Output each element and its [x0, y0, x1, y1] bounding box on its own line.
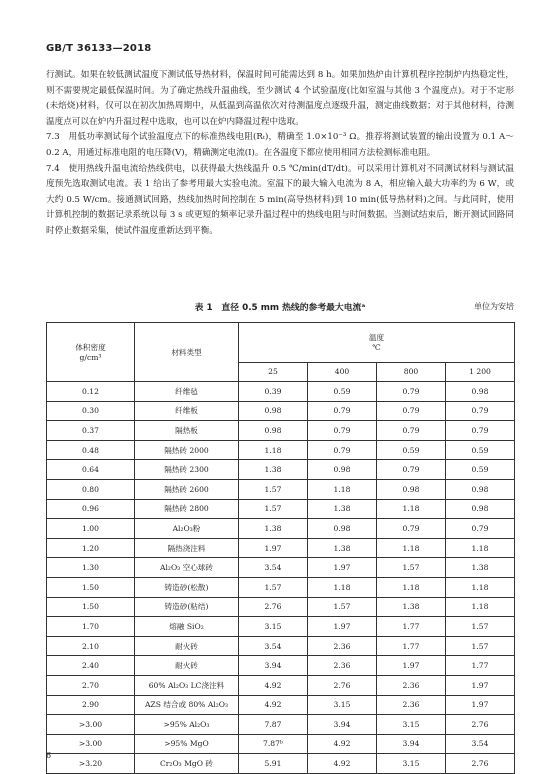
cell-density: 2.70	[47, 675, 135, 695]
cell-material: Cr₂O₃ MgO 砖	[135, 754, 239, 774]
cell-t800: 0.79	[377, 519, 446, 539]
cell-t25: 0.98	[239, 421, 308, 441]
cell-material: 纤维板	[135, 401, 239, 421]
table-row	[47, 519, 515, 539]
cell-t800: 0.79	[377, 460, 446, 480]
cell-t25: 1.57	[239, 577, 308, 597]
cell-t25: 1.38	[239, 519, 308, 539]
cell-material: AZS 结合或 80% Al₂O₃	[135, 695, 239, 715]
header-temperature-label: 温度	[368, 333, 385, 343]
cell-t800: 1.57	[377, 558, 446, 578]
table-caption-area	[46, 300, 514, 314]
cell-t800: 2.36	[377, 675, 446, 695]
cell-t25: 3.54	[239, 558, 308, 578]
cell-t800: 1.38	[377, 597, 446, 617]
table-row	[47, 401, 515, 421]
cell-t800: 0.79	[377, 401, 446, 421]
table-row	[47, 538, 515, 558]
table-row	[47, 597, 515, 617]
cell-t400: 0.98	[308, 460, 377, 480]
cell-material: 60% Al₂O₃ LC浇注料	[135, 675, 239, 695]
table-row	[47, 460, 515, 480]
table-row	[47, 382, 515, 402]
header-temperature	[239, 323, 515, 363]
cell-t400: 3.94	[308, 715, 377, 735]
cell-t800: 1.77	[377, 617, 446, 637]
cell-t1200: 2.76	[446, 715, 515, 735]
cell-material: Al₂O₃粉	[135, 519, 239, 539]
cell-t400: 1.38	[308, 499, 377, 519]
cell-material: 纤维毡	[135, 382, 239, 402]
cell-t25: 4.92	[239, 695, 308, 715]
table-row	[47, 636, 515, 656]
cell-density: 1.70	[47, 617, 135, 637]
cell-density: 0.37	[47, 421, 135, 441]
cell-t800: 1.18	[377, 538, 446, 558]
cell-material: 隔热浇注料	[135, 538, 239, 558]
cell-t400: 1.97	[308, 617, 377, 637]
cell-t25: 3.15	[239, 617, 308, 637]
cell-material: 铸造砂(粘结)	[135, 597, 239, 617]
table-row	[47, 695, 515, 715]
body-text	[46, 68, 514, 240]
cell-density: 2.40	[47, 656, 135, 676]
cell-t400: 0.79	[308, 440, 377, 460]
cell-t1200: 1.38	[446, 558, 515, 578]
table-caption: 表 1 直径 0.5 mm 热线的参考最大电流ᵃ	[194, 303, 366, 313]
cell-density: >3.00	[47, 734, 135, 754]
cell-t800: 1.97	[377, 656, 446, 676]
cell-density: 0.64	[47, 460, 135, 480]
cell-t25: 0.39	[239, 382, 308, 402]
cell-t1200: 1.97	[446, 695, 515, 715]
cell-t400: 4.92	[308, 754, 377, 774]
cell-t400: 1.38	[308, 538, 377, 558]
cell-t25: 5.91	[239, 754, 308, 774]
cell-t800: 1.18	[377, 577, 446, 597]
header-temperature-unit: ℃	[372, 343, 381, 353]
paragraph-7-4: 7.4 使用热线升温电流给热线供电，以获得最大热线温升 0.5 ℃/min(dT/dt)。可以采用计算机对不同测试材料与测试温度预先选取测试电流。表 1 给出了参考用最大实验电流。室温下的最大输入电流为 8 A，相应输入最大功率约为 6 W，或大约 0.5 W/cm。接通测试回路，热线加热时间控制在 5 min(高导热材料)到 10 min(低导热材料)之间。与此同时，使用计算机控制的数据记录系统以每 3 s 或更短的频率记录升温过程中的热线电阻与时间数据。当测试结束后，断开测试回路同时停止数据采集，使试件温度重新达到平衡。	[46, 163, 514, 236]
header-density-label: 体积密度	[75, 343, 106, 352]
cell-t1200: 0.79	[446, 421, 515, 441]
table-unit: 单位为安培	[474, 302, 514, 311]
cell-t25: 7.87ᵇ	[239, 734, 308, 754]
cell-t25: 1.18	[239, 440, 308, 460]
table-row	[47, 440, 515, 460]
table-row	[47, 656, 515, 676]
table-row	[47, 675, 515, 695]
cell-t1200: 0.79	[446, 401, 515, 421]
cell-t25: 0.98	[239, 401, 308, 421]
cell-t1200: 1.57	[446, 617, 515, 637]
cell-material: Al₂O₃ 空心球砖	[135, 558, 239, 578]
cell-density: 1.00	[47, 519, 135, 539]
page-number: 6	[46, 751, 52, 760]
cell-t400: 0.59	[308, 382, 377, 402]
cell-t25: 7.87	[239, 715, 308, 735]
paragraph-7-3: 7.3 用低功率测试每个试验温度点下的标准热线电阻(Rₜ)，精确至 1.0×10⁻³ Ω。推荐将测试装置的输出设置为 0.1 A～0.2 A，用通过标准电阻的电压降(V)，精确测定电流(I)。在各温度下都应使用相同方法检测标准电阻。	[46, 132, 514, 158]
cell-material: 隔热砖 2800	[135, 499, 239, 519]
table-body	[47, 382, 515, 774]
cell-t1200: 1.18	[446, 577, 515, 597]
table-row	[47, 499, 515, 519]
cell-density: 0.48	[47, 440, 135, 460]
cell-density: >3.00	[47, 715, 135, 735]
cell-density: 2.10	[47, 636, 135, 656]
cell-material: 耐火砖	[135, 656, 239, 676]
header-temp-1200: 1 200	[446, 362, 515, 381]
cell-t800: 3.94	[377, 734, 446, 754]
cell-density: 0.12	[47, 382, 135, 402]
cell-density: 1.20	[47, 538, 135, 558]
cell-t800: 0.79	[377, 421, 446, 441]
table-row	[47, 421, 515, 441]
cell-t1200: 1.77	[446, 656, 515, 676]
table-row	[47, 558, 515, 578]
cell-t1200: 2.76	[446, 754, 515, 774]
cell-t1200: 1.18	[446, 538, 515, 558]
header-material: 材料类型	[135, 323, 239, 382]
cell-density: 1.30	[47, 558, 135, 578]
cell-t25: 1.38	[239, 460, 308, 480]
cell-density: 0.80	[47, 479, 135, 499]
cell-t25: 3.94	[239, 656, 308, 676]
cell-t400: 1.18	[308, 577, 377, 597]
table-row	[47, 734, 515, 754]
cell-t25: 2.76	[239, 597, 308, 617]
header-temp-800: 800	[377, 362, 446, 381]
cell-t400: 0.79	[308, 401, 377, 421]
cell-t400: 0.98	[308, 519, 377, 539]
standard-header: GB/T 36133—2018	[46, 43, 152, 54]
cell-t800: 0.79	[377, 382, 446, 402]
table-row	[47, 754, 515, 774]
cell-density: 0.96	[47, 499, 135, 519]
cell-material: 熔融 SiO₂	[135, 617, 239, 637]
cell-t25: 3.54	[239, 636, 308, 656]
cell-t1200: 0.59	[446, 440, 515, 460]
cell-t1200: 3.54	[446, 734, 515, 754]
cell-t25: 1.57	[239, 479, 308, 499]
cell-t400: 0.79	[308, 421, 377, 441]
cell-t1200: 0.79	[446, 519, 515, 539]
cell-material: 铸造砂(松散)	[135, 577, 239, 597]
cell-density: 0.30	[47, 401, 135, 421]
cell-t400: 1.18	[308, 479, 377, 499]
cell-density: >3.20	[47, 754, 135, 774]
cell-t400: 2.36	[308, 636, 377, 656]
cell-t1200: 0.98	[446, 479, 515, 499]
cell-t1200: 0.98	[446, 499, 515, 519]
header-density-unit: g/cm³	[79, 353, 102, 362]
header-temp-25: 25	[239, 362, 308, 381]
cell-t1200: 0.59	[446, 460, 515, 480]
cell-density: 1.50	[47, 577, 135, 597]
reference-current-table	[46, 322, 515, 774]
cell-t400: 1.57	[308, 597, 377, 617]
cell-material: >95% Al₂O₃	[135, 715, 239, 735]
cell-t1200: 1.57	[446, 636, 515, 656]
cell-material: 隔热板	[135, 421, 239, 441]
cell-t1200: 1.18	[446, 597, 515, 617]
cell-t800: 0.59	[377, 440, 446, 460]
cell-t800: 2.36	[377, 695, 446, 715]
table-row	[47, 715, 515, 735]
cell-material: 隔热砖 2300	[135, 460, 239, 480]
cell-material: 隔热砖 2000	[135, 440, 239, 460]
header-temp-400: 400	[308, 362, 377, 381]
cell-material: 耐火砖	[135, 636, 239, 656]
cell-material: 隔热砖 2600	[135, 479, 239, 499]
table-row	[47, 617, 515, 637]
cell-t400: 1.97	[308, 558, 377, 578]
cell-t800: 0.98	[377, 479, 446, 499]
cell-t1200: 1.97	[446, 675, 515, 695]
cell-t25: 4.92	[239, 675, 308, 695]
cell-material: >95% MgO	[135, 734, 239, 754]
cell-t800: 1.77	[377, 636, 446, 656]
paragraph-continuation: 行测试。如果在较低测试温度下测试低导热材料，保温时间可能需达到 8 h。如果加热炉由计算机程序控制炉内热稳定性，则不需要规定最低保温时间。为了确定热线升温曲线，至少测试 4 个试验温度(比如室温与其他 3 个温度点)。对于不定形(未焙烧)材料，仅可以在初次加热周期中，从低温到高温依次对待测温度点逐级升温，测定曲线数据；对于其他材料，待测温度点可以在炉内升温过程中选取，也可以在炉内降温过程中选取。	[46, 70, 514, 127]
table-row	[47, 479, 515, 499]
cell-t1200: 0.98	[446, 382, 515, 402]
header-density	[47, 323, 135, 382]
cell-t400: 2.36	[308, 656, 377, 676]
cell-t25: 1.57	[239, 499, 308, 519]
cell-t800: 3.15	[377, 715, 446, 735]
cell-density: 2.90	[47, 695, 135, 715]
cell-t400: 4.92	[308, 734, 377, 754]
cell-density: 1.50	[47, 597, 135, 617]
cell-t400: 2.76	[308, 675, 377, 695]
table-row	[47, 577, 515, 597]
cell-t25: 1.97	[239, 538, 308, 558]
cell-t400: 3.15	[308, 695, 377, 715]
cell-t800: 1.18	[377, 499, 446, 519]
cell-t800: 3.15	[377, 754, 446, 774]
